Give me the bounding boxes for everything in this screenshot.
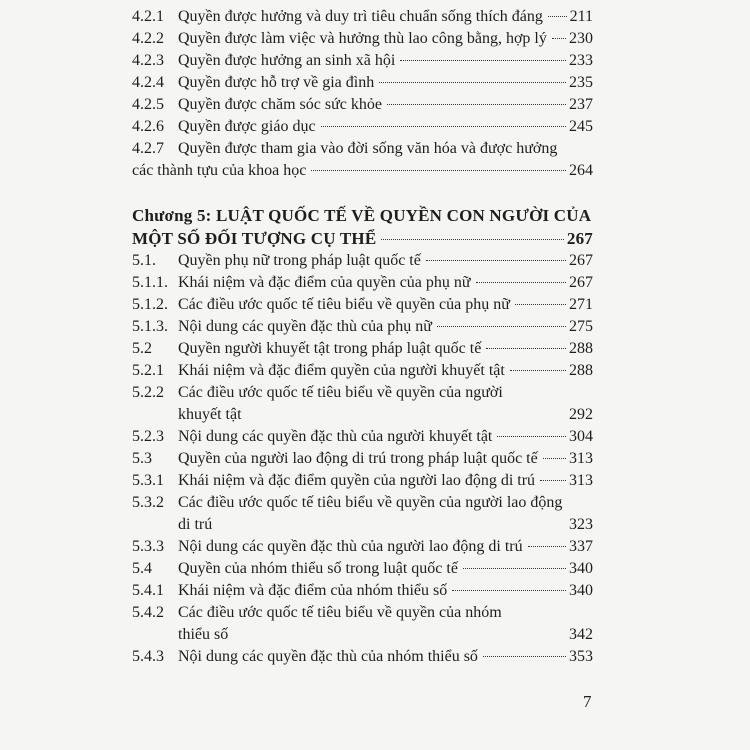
toc-entry [132, 250, 593, 272]
toc-number: 5.3.2 [132, 494, 164, 511]
toc-title: Nội dung các quyền đặc thù của người lao động di trú [178, 538, 523, 555]
leader-dots [452, 590, 566, 591]
toc-page: 267 [569, 252, 593, 269]
toc-entry-first-line [132, 382, 593, 404]
toc-page: 340 [569, 560, 593, 577]
toc-entry [132, 338, 593, 360]
toc-title: Khái niệm và đặc điểm quyền của người lao động di trú [178, 472, 536, 489]
toc-entry [132, 294, 593, 316]
toc-page: 267 [566, 229, 593, 248]
toc-number: 5.2.2 [132, 384, 164, 401]
toc-number: 4.2.4 [132, 74, 164, 91]
toc-title: Quyền được hỗ trợ về gia đình [178, 74, 375, 91]
toc-title: Quyền của nhóm thiểu số trong luật quốc tế [178, 560, 458, 577]
toc-entry [132, 116, 593, 138]
toc-title: Nội dung các quyền đặc thù của nhóm thiểu số [178, 648, 478, 665]
toc-number: 5.3 [132, 450, 152, 467]
toc-number: 5.3.3 [132, 538, 164, 555]
toc-page: 237 [569, 96, 593, 113]
toc-number: 5.1.3. [132, 318, 168, 335]
toc-entry [132, 360, 593, 382]
toc-title: Quyền được làm việc và hưởng thù lao công bằng, hợp lý [178, 30, 547, 47]
leader-dots [552, 38, 566, 39]
toc-number: 5.2.1 [132, 362, 164, 379]
toc-title: Quyền được giáo dục [178, 118, 316, 135]
leader-dots [311, 170, 566, 171]
toc-page: 233 [569, 52, 593, 69]
leader-dots [486, 348, 566, 349]
leader-dots [217, 524, 566, 525]
chapter-heading [132, 204, 593, 250]
toc-title: Khái niệm và đặc điểm quyền của người khuyết tật [178, 362, 505, 379]
toc-number: 5.4.1 [132, 582, 164, 599]
toc-number: 4.2.6 [132, 118, 164, 135]
toc-page: 323 [569, 516, 593, 533]
chapter-title: Chương 5: LUẬT QUỐC TẾ VỀ QUYỀN CON NGƯỜI CỦA [132, 206, 592, 225]
toc-number: 5.1.2. [132, 296, 168, 313]
toc-entry [132, 6, 593, 28]
toc-number: 4.2.7 [132, 140, 164, 157]
leader-dots [543, 458, 566, 459]
chapter-title-continued: MỘT SỐ ĐỐI TƯỢNG CỤ THỂ [132, 229, 377, 248]
toc-number: 5.2.3 [132, 428, 164, 445]
toc-entry [132, 50, 593, 72]
toc-entry [132, 94, 593, 116]
toc-title: Quyền được tham gia vào đời sống văn hóa và được hưởng [178, 140, 558, 157]
leader-dots [247, 414, 566, 415]
toc-title: Nội dung các quyền đặc thù của người khuyết tật [178, 428, 493, 445]
toc-entry-first-line [132, 138, 593, 160]
toc-page: 245 [569, 118, 593, 135]
toc-number: 5.3.1 [132, 472, 164, 489]
toc-entry [132, 646, 593, 668]
toc-page: 292 [569, 406, 593, 423]
toc-page: 353 [569, 648, 593, 665]
toc-page: 313 [569, 472, 593, 489]
toc-title: Khái niệm và đặc điểm của nhóm thiểu số [178, 582, 448, 599]
toc-title-continued: các thành tựu của khoa học [132, 162, 307, 179]
toc-page: 288 [569, 340, 593, 357]
toc-entry [132, 316, 593, 338]
toc-title: Quyền được hưởng và duy trì tiêu chuẩn sống thích đáng [178, 8, 543, 25]
toc-page: 235 [569, 74, 593, 91]
toc-title: Nội dung các quyền đặc thù của phụ nữ [178, 318, 432, 335]
toc-entry [132, 426, 593, 448]
chapter-title-continuation [132, 227, 593, 250]
toc-page: 275 [569, 318, 593, 335]
toc-entry-continuation [132, 624, 593, 646]
toc-title: Các điều ước quốc tế tiêu biểu về quyền của phụ nữ [178, 296, 510, 313]
page-number: 7 [583, 692, 592, 711]
toc-entry-continuation [132, 160, 593, 182]
leader-dots [437, 326, 566, 327]
leader-dots [548, 16, 567, 17]
table-of-contents [132, 6, 593, 668]
toc-title-continued: di trú [178, 516, 213, 533]
toc-page: 337 [569, 538, 593, 555]
toc-entry-continuation [132, 514, 593, 536]
leader-dots [381, 239, 564, 240]
toc-title-continued: khuyết tật [178, 406, 242, 423]
leader-dots [400, 60, 566, 61]
toc-title: Các điều ước quốc tế tiêu biểu về quyền của người lao động [178, 494, 563, 511]
toc-entry [132, 558, 593, 580]
toc-page: 342 [569, 626, 593, 643]
leader-dots [476, 282, 566, 283]
toc-entry-first-line [132, 492, 593, 514]
toc-title: Quyền của người lao động di trú trong pháp luật quốc tế [178, 450, 538, 467]
leader-dots [497, 436, 566, 437]
toc-entry [132, 536, 593, 558]
toc-page: 288 [569, 362, 593, 379]
leader-dots [515, 304, 566, 305]
toc-page: 304 [569, 428, 593, 445]
leader-dots [463, 568, 566, 569]
leader-dots [321, 126, 566, 127]
leader-dots [387, 104, 566, 105]
toc-title: Quyền được chăm sóc sức khỏe [178, 96, 382, 113]
toc-title: Quyền phụ nữ trong pháp luật quốc tế [178, 252, 421, 269]
toc-entry [132, 580, 593, 602]
leader-dots [233, 634, 566, 635]
toc-page: 340 [569, 582, 593, 599]
toc-entry [132, 470, 593, 492]
toc-page: 267 [569, 274, 593, 291]
toc-entry [132, 272, 593, 294]
toc-page: 264 [569, 162, 593, 179]
toc-title: Các điều ước quốc tế tiêu biểu về quyền của người [178, 384, 503, 401]
toc-page: 313 [569, 450, 593, 467]
leader-dots [528, 546, 566, 547]
toc-number: 5.4.2 [132, 604, 164, 621]
toc-number: 5.4.3 [132, 648, 164, 665]
toc-page: 230 [569, 30, 593, 47]
toc-number: 4.2.5 [132, 96, 164, 113]
toc-title: Quyền được hưởng an sinh xã hội [178, 52, 396, 69]
toc-number: 5.1.1. [132, 274, 168, 291]
toc-title-continued: thiểu số [178, 626, 229, 643]
leader-dots [510, 370, 566, 371]
toc-number: 5.2 [132, 340, 152, 357]
toc-entry [132, 448, 593, 470]
toc-title: Các điều ước quốc tế tiêu biểu về quyền của nhóm [178, 604, 502, 621]
toc-entry [132, 28, 593, 50]
toc-number: 4.2.1 [132, 8, 164, 25]
toc-entry [132, 72, 593, 94]
toc-entry-continuation [132, 404, 593, 426]
toc-number: 5.4 [132, 560, 152, 577]
leader-dots [379, 82, 566, 83]
toc-page: 271 [569, 296, 593, 313]
toc-page: 211 [569, 8, 593, 25]
toc-title: Khái niệm và đặc điểm của quyền của phụ nữ [178, 274, 471, 291]
toc-number: 5.1. [132, 252, 156, 269]
leader-dots [483, 656, 566, 657]
leader-dots [426, 260, 566, 261]
toc-number: 4.2.2 [132, 30, 164, 47]
toc-title: Quyền người khuyết tật trong pháp luật quốc tế [178, 340, 482, 357]
toc-number: 4.2.3 [132, 52, 164, 69]
toc-entry-first-line [132, 602, 593, 624]
leader-dots [540, 480, 566, 481]
